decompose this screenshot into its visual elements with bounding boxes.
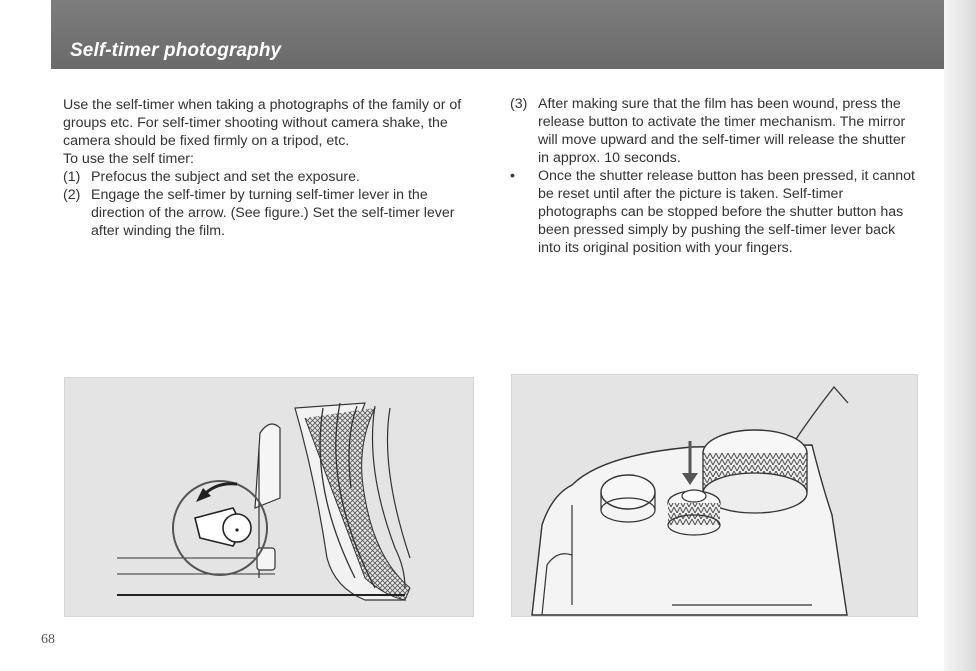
step-1 <box>63 168 463 186</box>
page-number: 68 <box>41 632 55 647</box>
right-column <box>510 95 920 257</box>
note-bullet <box>510 167 920 257</box>
step-text: After making sure that the film has been wound, press the release button to activate the timer mechanism. The mirror will move upward and the self-timer will release the shutter in approx. 10 seconds. <box>538 96 906 166</box>
page-edge-shadow <box>944 0 976 671</box>
intro-paragraph: Use the self-timer when taking a photographs of the family or of groups etc. For self-timer shooting without camera shake, the camera should be fixed firmly on a tripod, etc. <box>63 97 462 149</box>
step-text: Prefocus the subject and set the exposure. <box>91 169 360 185</box>
bullet-icon: • <box>510 168 515 184</box>
note-text: Once the shutter release button has been pressed, it cannot be reset until after the picture is taken. Self-timer photographs can be stopped before the shutter button has been pressed simply by pushing the self-timer lever back into its original position with your fingers. <box>538 168 916 256</box>
figure-release-button <box>511 374 918 617</box>
self-timer-lever-illustration <box>65 378 473 616</box>
left-column <box>63 96 463 240</box>
figure-self-timer-lever <box>64 377 474 617</box>
step-2 <box>63 186 463 240</box>
step-number: (3) <box>510 96 528 112</box>
step-text: Engage the self-timer by turning self-timer lever in the direction of the arrow. (See figure.) Set the self-timer lever after winding the film. <box>91 187 455 239</box>
lead-line: To use the self timer: <box>63 151 194 167</box>
page-title: Self-timer photography <box>70 40 282 61</box>
step-number: (1) <box>63 169 81 185</box>
step-3 <box>510 95 920 167</box>
release-button-illustration <box>512 375 917 616</box>
step-number: (2) <box>63 187 81 203</box>
